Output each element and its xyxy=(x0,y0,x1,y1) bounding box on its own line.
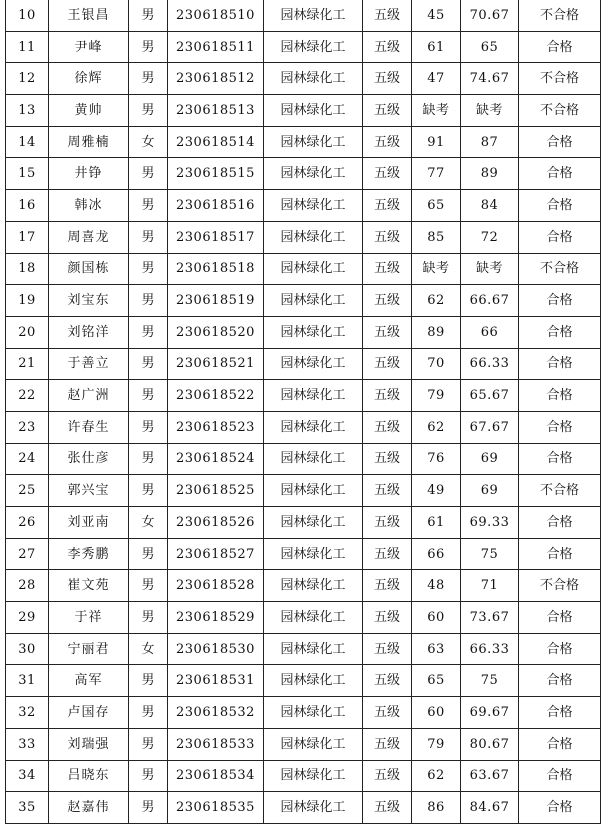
skill-score-cell: 67.67 xyxy=(461,411,519,443)
theory-score-cell: 77 xyxy=(412,158,461,190)
seq-number-cell: 18 xyxy=(6,253,49,285)
skill-score-cell: 69.33 xyxy=(461,507,519,539)
occupation-cell: 园林绿化工 xyxy=(264,728,363,760)
theory-score-cell: 79 xyxy=(412,380,461,412)
seq-number-cell: 27 xyxy=(6,538,49,570)
ticket-number-cell: 230618523 xyxy=(168,411,264,443)
seq-number-cell: 22 xyxy=(6,380,49,412)
gender-cell: 男 xyxy=(129,665,168,697)
gender-cell: 女 xyxy=(129,507,168,539)
occupation-cell: 园林绿化工 xyxy=(264,380,363,412)
skill-score-cell: 65.67 xyxy=(461,380,519,412)
skill-score-cell: 75 xyxy=(461,665,519,697)
ticket-number-cell: 230618525 xyxy=(168,475,264,507)
skill-score-cell: 69 xyxy=(461,443,519,475)
level-cell: 五级 xyxy=(363,285,412,317)
seq-number-cell: 25 xyxy=(6,475,49,507)
seq-number-cell: 10 xyxy=(6,0,49,31)
result-cell: 合格 xyxy=(519,665,601,697)
table-row xyxy=(6,443,601,475)
ticket-number-cell: 230618524 xyxy=(168,443,264,475)
theory-score-cell: 60 xyxy=(412,602,461,634)
skill-score-cell: 74.67 xyxy=(461,63,519,95)
level-cell: 五级 xyxy=(363,633,412,665)
result-cell: 不合格 xyxy=(519,63,601,95)
seq-number-cell: 29 xyxy=(6,602,49,634)
ticket-number-cell: 230618510 xyxy=(168,0,264,31)
gender-cell: 男 xyxy=(129,570,168,602)
occupation-cell: 园林绿化工 xyxy=(264,443,363,475)
occupation-cell: 园林绿化工 xyxy=(264,507,363,539)
candidate-name-cell: 刘铭洋 xyxy=(49,316,129,348)
candidate-name-cell: 刘亚南 xyxy=(49,507,129,539)
result-cell: 合格 xyxy=(519,285,601,317)
ticket-number-cell: 230618533 xyxy=(168,728,264,760)
occupation-cell: 园林绿化工 xyxy=(264,697,363,729)
result-cell: 合格 xyxy=(519,348,601,380)
skill-score-cell: 87 xyxy=(461,126,519,158)
gender-cell: 男 xyxy=(129,792,168,824)
occupation-cell: 园林绿化工 xyxy=(264,475,363,507)
theory-score-cell: 缺考 xyxy=(412,253,461,285)
seq-number-cell: 12 xyxy=(6,63,49,95)
occupation-cell: 园林绿化工 xyxy=(264,665,363,697)
seq-number-cell: 35 xyxy=(6,792,49,824)
theory-score-cell: 63 xyxy=(412,633,461,665)
table-row xyxy=(6,792,601,824)
candidate-name-cell: 赵嘉伟 xyxy=(49,792,129,824)
level-cell: 五级 xyxy=(363,63,412,95)
level-cell: 五级 xyxy=(363,126,412,158)
candidate-name-cell: 黄帅 xyxy=(49,95,129,127)
seq-number-cell: 17 xyxy=(6,221,49,253)
table-row xyxy=(6,697,601,729)
occupation-cell: 园林绿化工 xyxy=(264,792,363,824)
theory-score-cell: 49 xyxy=(412,475,461,507)
ticket-number-cell: 230618516 xyxy=(168,190,264,222)
skill-score-cell: 缺考 xyxy=(461,253,519,285)
level-cell: 五级 xyxy=(363,792,412,824)
candidate-name-cell: 韩冰 xyxy=(49,190,129,222)
gender-cell: 男 xyxy=(129,0,168,31)
ticket-number-cell: 230618518 xyxy=(168,253,264,285)
table-row xyxy=(6,411,601,443)
result-cell: 不合格 xyxy=(519,570,601,602)
occupation-cell: 园林绿化工 xyxy=(264,285,363,317)
result-cell: 不合格 xyxy=(519,0,601,31)
result-cell: 合格 xyxy=(519,190,601,222)
result-cell: 合格 xyxy=(519,411,601,443)
gender-cell: 男 xyxy=(129,443,168,475)
result-cell: 不合格 xyxy=(519,253,601,285)
level-cell: 五级 xyxy=(363,31,412,63)
gender-cell: 男 xyxy=(129,380,168,412)
skill-score-cell: 66 xyxy=(461,316,519,348)
skill-score-cell: 72 xyxy=(461,221,519,253)
occupation-cell: 园林绿化工 xyxy=(264,411,363,443)
seq-number-cell: 19 xyxy=(6,285,49,317)
level-cell: 五级 xyxy=(363,570,412,602)
candidate-name-cell: 宁丽君 xyxy=(49,633,129,665)
table-row xyxy=(6,95,601,127)
ticket-number-cell: 230618531 xyxy=(168,665,264,697)
seq-number-cell: 33 xyxy=(6,728,49,760)
candidate-name-cell: 张仕彦 xyxy=(49,443,129,475)
occupation-cell: 园林绿化工 xyxy=(264,158,363,190)
level-cell: 五级 xyxy=(363,475,412,507)
gender-cell: 男 xyxy=(129,348,168,380)
seq-number-cell: 15 xyxy=(6,158,49,190)
result-cell: 合格 xyxy=(519,507,601,539)
seq-number-cell: 11 xyxy=(6,31,49,63)
theory-score-cell: 85 xyxy=(412,221,461,253)
skill-score-cell: 73.67 xyxy=(461,602,519,634)
candidate-name-cell: 吕晓东 xyxy=(49,760,129,792)
skill-score-cell: 89 xyxy=(461,158,519,190)
result-cell: 合格 xyxy=(519,380,601,412)
level-cell: 五级 xyxy=(363,602,412,634)
occupation-cell: 园林绿化工 xyxy=(264,0,363,31)
theory-score-cell: 48 xyxy=(412,570,461,602)
result-cell: 合格 xyxy=(519,760,601,792)
table-row xyxy=(6,348,601,380)
result-cell: 合格 xyxy=(519,158,601,190)
theory-score-cell: 61 xyxy=(412,31,461,63)
table-row xyxy=(6,380,601,412)
level-cell: 五级 xyxy=(363,538,412,570)
level-cell: 五级 xyxy=(363,380,412,412)
gender-cell: 男 xyxy=(129,475,168,507)
seq-number-cell: 24 xyxy=(6,443,49,475)
gender-cell: 男 xyxy=(129,697,168,729)
table-row xyxy=(6,0,601,31)
result-cell: 合格 xyxy=(519,221,601,253)
table-row xyxy=(6,158,601,190)
ticket-number-cell: 230618530 xyxy=(168,633,264,665)
seq-number-cell: 21 xyxy=(6,348,49,380)
level-cell: 五级 xyxy=(363,697,412,729)
theory-score-cell: 66 xyxy=(412,538,461,570)
result-cell: 合格 xyxy=(519,31,601,63)
candidate-name-cell: 许春生 xyxy=(49,411,129,443)
ticket-number-cell: 230618521 xyxy=(168,348,264,380)
skill-score-cell: 75 xyxy=(461,538,519,570)
ticket-number-cell: 230618522 xyxy=(168,380,264,412)
gender-cell: 男 xyxy=(129,538,168,570)
gender-cell: 男 xyxy=(129,316,168,348)
level-cell: 五级 xyxy=(363,760,412,792)
theory-score-cell: 86 xyxy=(412,792,461,824)
gender-cell: 男 xyxy=(129,285,168,317)
occupation-cell: 园林绿化工 xyxy=(264,126,363,158)
ticket-number-cell: 230618526 xyxy=(168,507,264,539)
theory-score-cell: 76 xyxy=(412,443,461,475)
theory-score-cell: 65 xyxy=(412,190,461,222)
occupation-cell: 园林绿化工 xyxy=(264,190,363,222)
result-cell: 合格 xyxy=(519,126,601,158)
candidate-name-cell: 颜国栋 xyxy=(49,253,129,285)
candidate-name-cell: 周雅楠 xyxy=(49,126,129,158)
ticket-number-cell: 230618534 xyxy=(168,760,264,792)
gender-cell: 女 xyxy=(129,633,168,665)
seq-number-cell: 20 xyxy=(6,316,49,348)
level-cell: 五级 xyxy=(363,221,412,253)
occupation-cell: 园林绿化工 xyxy=(264,538,363,570)
gender-cell: 男 xyxy=(129,602,168,634)
ticket-number-cell: 230618515 xyxy=(168,158,264,190)
candidate-name-cell: 井铮 xyxy=(49,158,129,190)
candidate-name-cell: 于祥 xyxy=(49,602,129,634)
table-row xyxy=(6,190,601,222)
theory-score-cell: 70 xyxy=(412,348,461,380)
gender-cell: 男 xyxy=(129,253,168,285)
table-row xyxy=(6,665,601,697)
skill-score-cell: 84 xyxy=(461,190,519,222)
seq-number-cell: 26 xyxy=(6,507,49,539)
candidate-name-cell: 刘宝东 xyxy=(49,285,129,317)
candidate-name-cell: 高军 xyxy=(49,665,129,697)
seq-number-cell: 23 xyxy=(6,411,49,443)
ticket-number-cell: 230618532 xyxy=(168,697,264,729)
result-cell: 不合格 xyxy=(519,95,601,127)
table-row xyxy=(6,253,601,285)
level-cell: 五级 xyxy=(363,507,412,539)
level-cell: 五级 xyxy=(363,190,412,222)
table-row xyxy=(6,728,601,760)
skill-score-cell: 66.33 xyxy=(461,633,519,665)
seq-number-cell: 13 xyxy=(6,95,49,127)
gender-cell: 男 xyxy=(129,760,168,792)
skill-score-cell: 80.67 xyxy=(461,728,519,760)
level-cell: 五级 xyxy=(363,158,412,190)
ticket-number-cell: 230618519 xyxy=(168,285,264,317)
table-body xyxy=(6,0,601,823)
seq-number-cell: 14 xyxy=(6,126,49,158)
skill-score-cell: 缺考 xyxy=(461,95,519,127)
theory-score-cell: 79 xyxy=(412,728,461,760)
ticket-number-cell: 230618535 xyxy=(168,792,264,824)
table-row xyxy=(6,221,601,253)
gender-cell: 男 xyxy=(129,95,168,127)
skill-score-cell: 84.67 xyxy=(461,792,519,824)
level-cell: 五级 xyxy=(363,728,412,760)
gender-cell: 男 xyxy=(129,221,168,253)
theory-score-cell: 62 xyxy=(412,411,461,443)
theory-score-cell: 缺考 xyxy=(412,95,461,127)
skill-score-cell: 71 xyxy=(461,570,519,602)
ticket-number-cell: 230618511 xyxy=(168,31,264,63)
candidate-name-cell: 尹峰 xyxy=(49,31,129,63)
table-row xyxy=(6,475,601,507)
ticket-number-cell: 230618513 xyxy=(168,95,264,127)
skill-score-cell: 66.33 xyxy=(461,348,519,380)
level-cell: 五级 xyxy=(363,316,412,348)
theory-score-cell: 45 xyxy=(412,0,461,31)
table-row xyxy=(6,602,601,634)
table-row xyxy=(6,285,601,317)
table-row xyxy=(6,538,601,570)
occupation-cell: 园林绿化工 xyxy=(264,633,363,665)
result-cell: 合格 xyxy=(519,316,601,348)
candidate-name-cell: 卢国存 xyxy=(49,697,129,729)
gender-cell: 男 xyxy=(129,190,168,222)
level-cell: 五级 xyxy=(363,665,412,697)
level-cell: 五级 xyxy=(363,443,412,475)
ticket-number-cell: 230618527 xyxy=(168,538,264,570)
result-cell: 不合格 xyxy=(519,475,601,507)
gender-cell: 男 xyxy=(129,31,168,63)
level-cell: 五级 xyxy=(363,95,412,127)
result-cell: 合格 xyxy=(519,538,601,570)
table-row xyxy=(6,570,601,602)
result-cell: 合格 xyxy=(519,633,601,665)
theory-score-cell: 47 xyxy=(412,63,461,95)
gender-cell: 女 xyxy=(129,126,168,158)
gender-cell: 男 xyxy=(129,63,168,95)
level-cell: 五级 xyxy=(363,0,412,31)
seq-number-cell: 30 xyxy=(6,633,49,665)
occupation-cell: 园林绿化工 xyxy=(264,316,363,348)
seq-number-cell: 31 xyxy=(6,665,49,697)
candidate-name-cell: 崔文苑 xyxy=(49,570,129,602)
ticket-number-cell: 230618512 xyxy=(168,63,264,95)
result-cell: 合格 xyxy=(519,602,601,634)
occupation-cell: 园林绿化工 xyxy=(264,31,363,63)
skill-score-cell: 63.67 xyxy=(461,760,519,792)
seq-number-cell: 28 xyxy=(6,570,49,602)
exam-results-table xyxy=(5,0,601,824)
seq-number-cell: 16 xyxy=(6,190,49,222)
result-cell: 合格 xyxy=(519,443,601,475)
seq-number-cell: 32 xyxy=(6,697,49,729)
theory-score-cell: 65 xyxy=(412,665,461,697)
gender-cell: 男 xyxy=(129,158,168,190)
skill-score-cell: 66.67 xyxy=(461,285,519,317)
seq-number-cell: 34 xyxy=(6,760,49,792)
candidate-name-cell: 周喜龙 xyxy=(49,221,129,253)
result-cell: 合格 xyxy=(519,728,601,760)
table-row xyxy=(6,31,601,63)
occupation-cell: 园林绿化工 xyxy=(264,348,363,380)
candidate-name-cell: 赵广洲 xyxy=(49,380,129,412)
occupation-cell: 园林绿化工 xyxy=(264,760,363,792)
ticket-number-cell: 230618529 xyxy=(168,602,264,634)
candidate-name-cell: 刘瑞强 xyxy=(49,728,129,760)
ticket-number-cell: 230618520 xyxy=(168,316,264,348)
table-row xyxy=(6,633,601,665)
occupation-cell: 园林绿化工 xyxy=(264,570,363,602)
theory-score-cell: 91 xyxy=(412,126,461,158)
result-cell: 合格 xyxy=(519,792,601,824)
theory-score-cell: 62 xyxy=(412,760,461,792)
level-cell: 五级 xyxy=(363,348,412,380)
occupation-cell: 园林绿化工 xyxy=(264,95,363,127)
ticket-number-cell: 230618517 xyxy=(168,221,264,253)
gender-cell: 男 xyxy=(129,411,168,443)
ticket-number-cell: 230618514 xyxy=(168,126,264,158)
occupation-cell: 园林绿化工 xyxy=(264,602,363,634)
theory-score-cell: 60 xyxy=(412,697,461,729)
skill-score-cell: 70.67 xyxy=(461,0,519,31)
theory-score-cell: 61 xyxy=(412,507,461,539)
candidate-name-cell: 郭兴宝 xyxy=(49,475,129,507)
skill-score-cell: 65 xyxy=(461,31,519,63)
candidate-name-cell: 李秀鹏 xyxy=(49,538,129,570)
theory-score-cell: 62 xyxy=(412,285,461,317)
table-row xyxy=(6,316,601,348)
occupation-cell: 园林绿化工 xyxy=(264,253,363,285)
gender-cell: 男 xyxy=(129,728,168,760)
level-cell: 五级 xyxy=(363,253,412,285)
skill-score-cell: 69.67 xyxy=(461,697,519,729)
candidate-name-cell: 王银昌 xyxy=(49,0,129,31)
skill-score-cell: 69 xyxy=(461,475,519,507)
table-row xyxy=(6,126,601,158)
table-row xyxy=(6,760,601,792)
level-cell: 五级 xyxy=(363,411,412,443)
candidate-name-cell: 徐辉 xyxy=(49,63,129,95)
occupation-cell: 园林绿化工 xyxy=(264,221,363,253)
result-cell: 合格 xyxy=(519,697,601,729)
ticket-number-cell: 230618528 xyxy=(168,570,264,602)
table-row xyxy=(6,507,601,539)
theory-score-cell: 89 xyxy=(412,316,461,348)
occupation-cell: 园林绿化工 xyxy=(264,63,363,95)
table-row xyxy=(6,63,601,95)
candidate-name-cell: 于善立 xyxy=(49,348,129,380)
